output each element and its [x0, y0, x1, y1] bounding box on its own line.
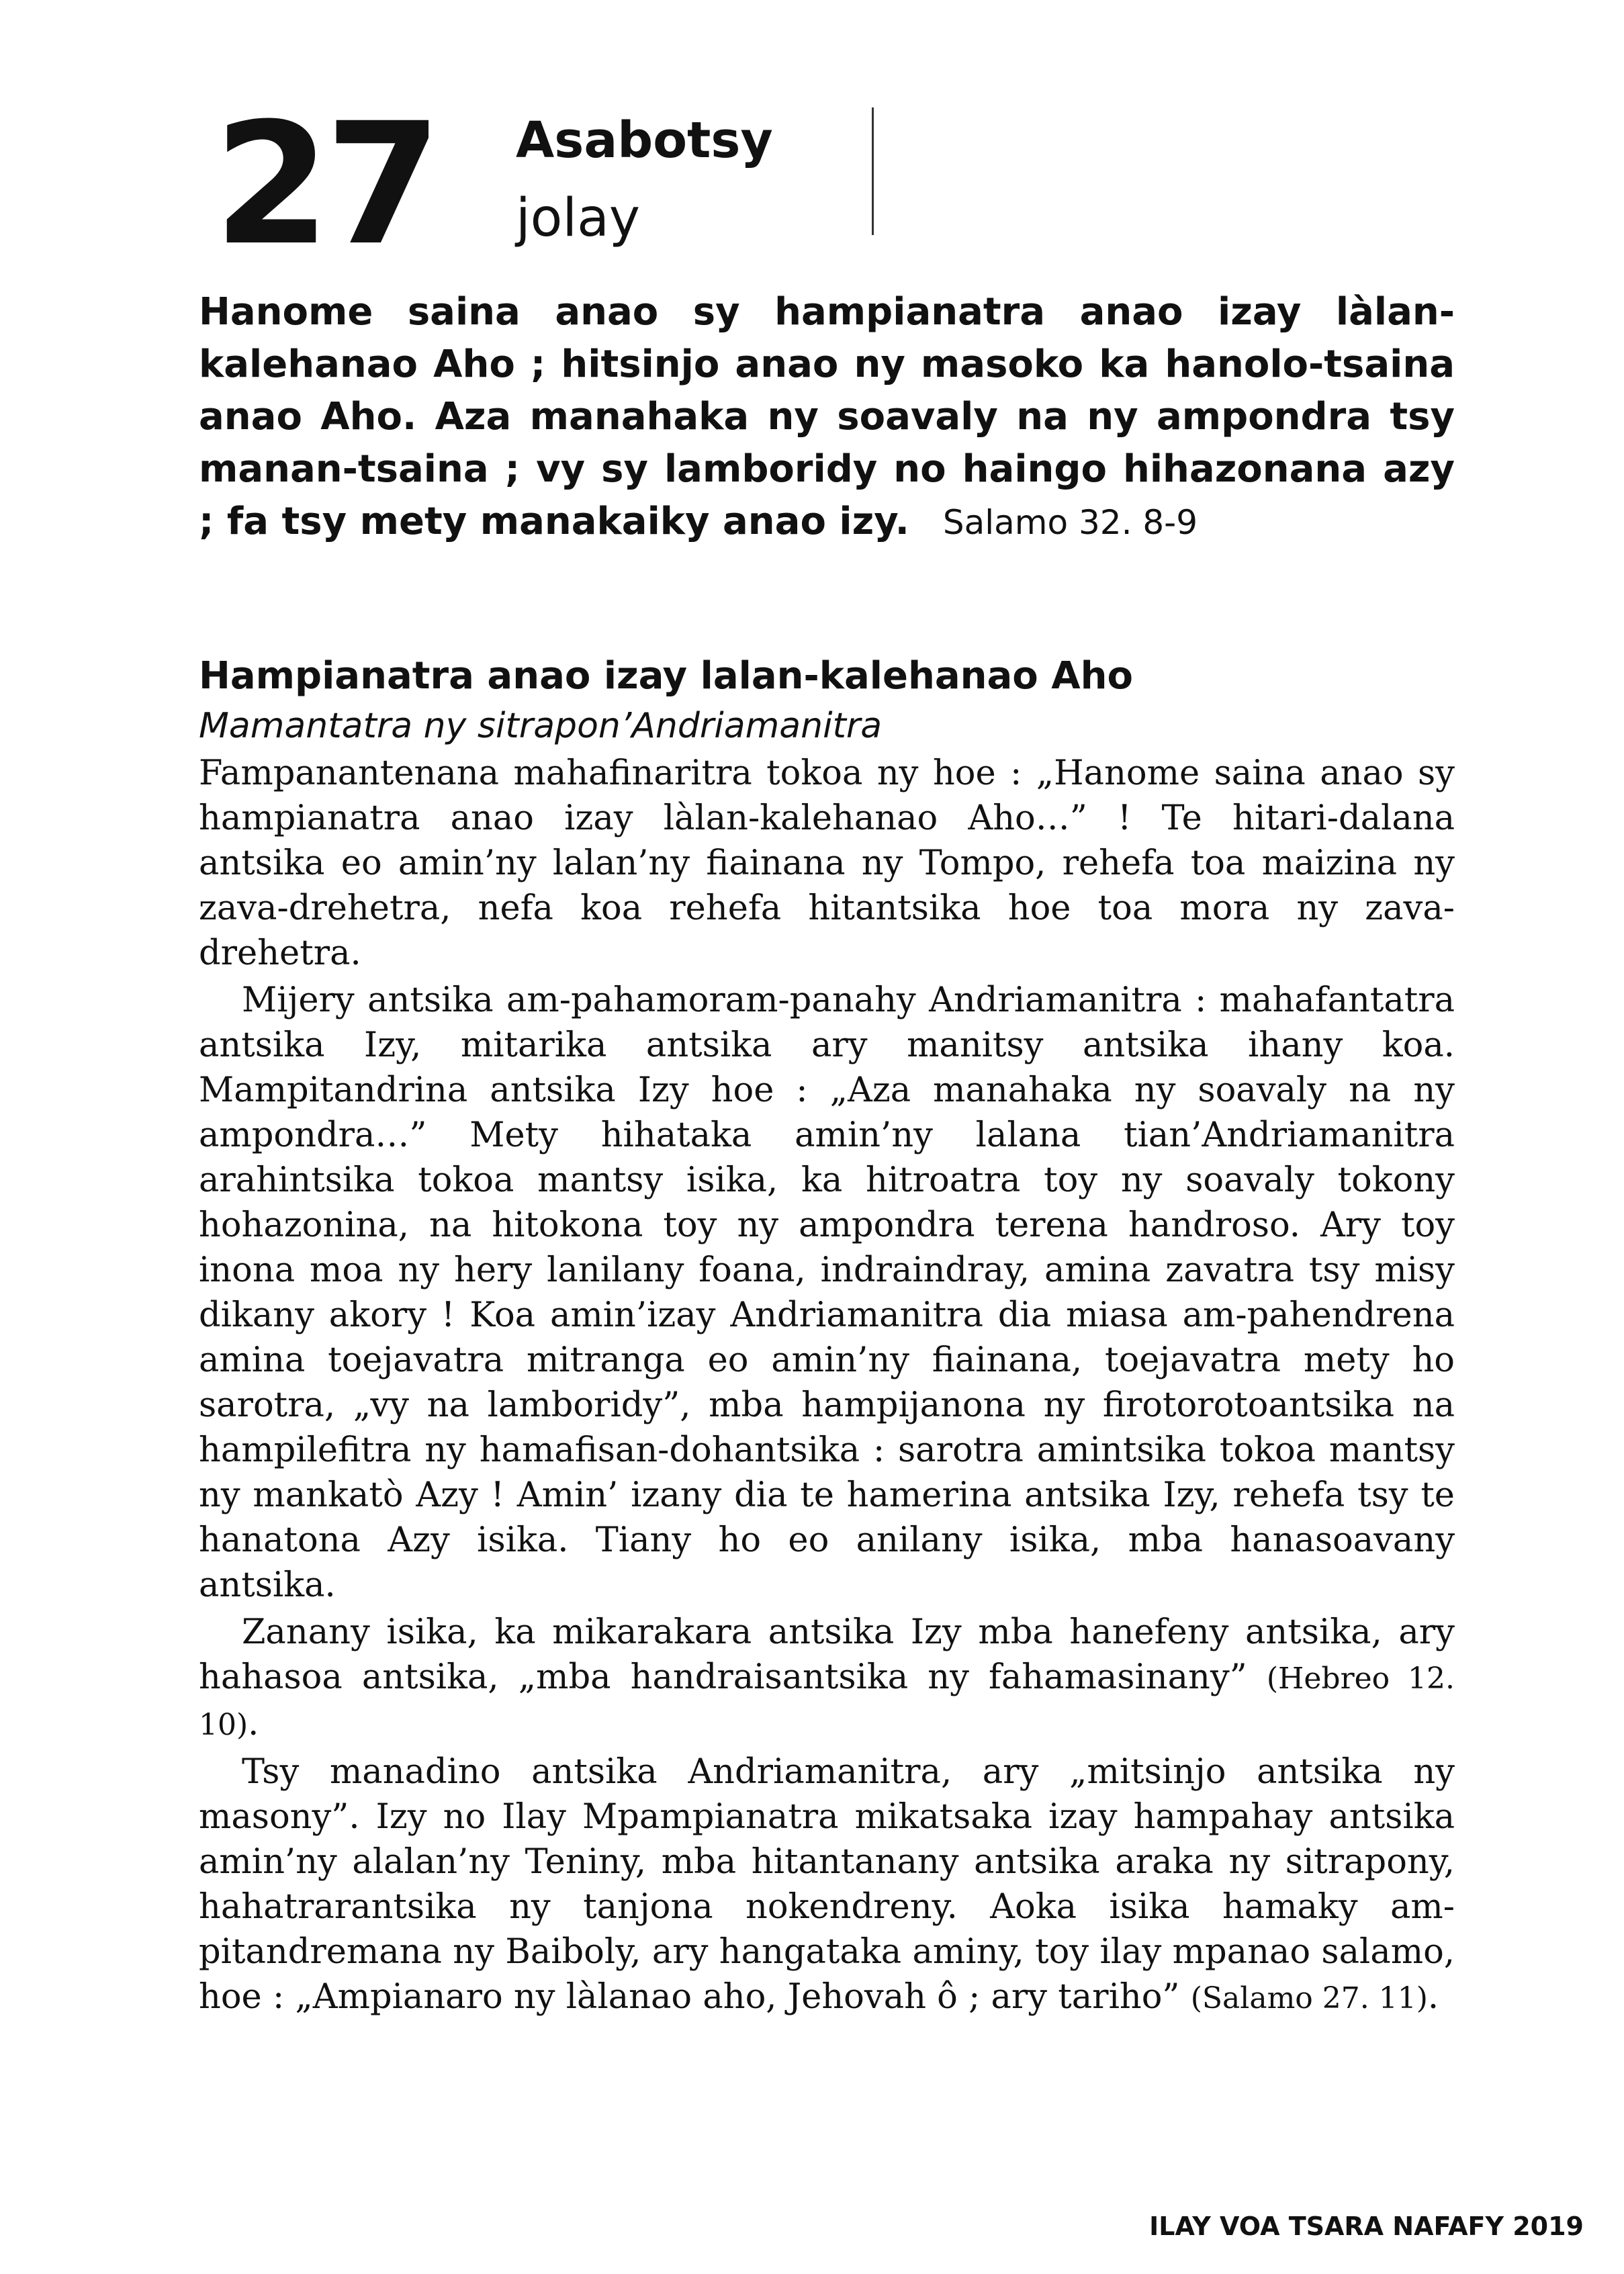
paragraph-tail: . — [248, 1704, 259, 1743]
paragraph-text: Zanany isika, ka mikarakara antsika Izy mba hanefeny antsika, ary hahasoa antsika, „mba handraisantsika ny fahamasinany” — [199, 1612, 1455, 1697]
paragraph — [199, 978, 1455, 1608]
footer-publication: ILAY VOA TSARA NAFAFY 2019 — [1149, 2212, 1584, 2241]
day-number: 27 — [214, 87, 437, 282]
verse-reference: Salamo 32. 8-9 — [942, 503, 1198, 542]
scripture-reference: (Hebreo 12. 10) — [199, 1662, 1455, 1742]
paragraph — [199, 1749, 1455, 2021]
article-body — [199, 751, 1455, 2021]
article-subtitle: Mamantatra ny sitrapon’Andriamanitra — [199, 706, 883, 746]
month: jolay — [516, 188, 641, 248]
daily-verse — [199, 286, 1455, 549]
article-title: Hampianatra anao izay lalan-kalehanao Aho — [199, 654, 1133, 698]
paragraph-text: Tsy manadino antsika Andriamanitra, ary „mitsinjo antsika ny masony”. Izy no Ilay Mpampianatra mikatsaka izay hampahay antsika amin’ny alalan’ny Teniny, mba hitantanany antsika araka ny sitrapony, hahatrarantsika ny tanjona nokendreny. Aoka isika hamaky am-pitandremana ny Baiboly, ary hangataka aminy, toy ilay mpanao salamo, hoe : „Ampianaro ny làlanao aho, Jehovah ô ; ary tariho” — [199, 1752, 1455, 2017]
paragraph-text: Fampanantenana mahafinaritra tokoa ny hoe : „Hanome saina anao sy hampianatra anao izay làlan-kalehanao Aho…” ! Te hitari-dalana antsika eo amin’ny lalan’ny fiainana ny Tompo, rehefa toa maizina ny zava-drehetra, nefa koa rehefa hitantsika hoe toa mora ny zava-drehetra. — [199, 754, 1455, 973]
paragraph-tail: . — [1427, 1977, 1439, 2017]
scripture-reference: (Salamo 27. 11) — [1190, 1981, 1428, 2015]
paragraph-text: Mijery antsika am-pahamoram-panahy Andriamanitra : mahafantatra antsika Izy, mitarika antsika ary manitsy antsika ihany koa. Mampitandrina antsika Izy hoe : „Aza manahaka ny soavaly na ny ampondra…” Mety hihataka amin’ny lalana tian’Andriamanitra arahintsika tokoa mantsy isika, ka hitroatra toy ny soavaly tokony hohazonina, na hitokona toy ny ampondra terena handroso. Ary toy inona moa ny hery lanilany foana, indraindray, amina zavatra tsy misy dikany akory ! Koa amin’izay Andriamanitra dia miasa am-pahendrena amina toejavatra mitranga eo amin’ny fiainana, toejavatra mety ho sarotra, „vy na lamboridy”, mba hampijanona ny firotorotoantsika na hampilefitra ny hamafisan-dohantsika : sarotra amintsika tokoa mantsy ny mankatò Azy ! Amin’ izany dia te hamerina antsika Izy, rehefa tsy te hanatona Azy isika. Tiany ho eo anilany isika, mba hanasoavany antsika. — [199, 981, 1455, 1605]
weekday: Asabotsy — [516, 111, 773, 169]
verse-text: Hanome saina anao sy hampianatra anao izay làlan-kalehanao Aho ; hitsinjo anao ny masoko ka hanolo-tsaina anao Aho. Aza manahaka ny soavaly na ny ampondra tsy manan-tsaina ; vy sy lamboridy no haingo hihazonana azy ; fa tsy mety manakaiky anao izy. — [199, 290, 1455, 543]
header-divider — [872, 107, 874, 235]
paragraph — [199, 1610, 1455, 1747]
paragraph — [199, 751, 1455, 976]
